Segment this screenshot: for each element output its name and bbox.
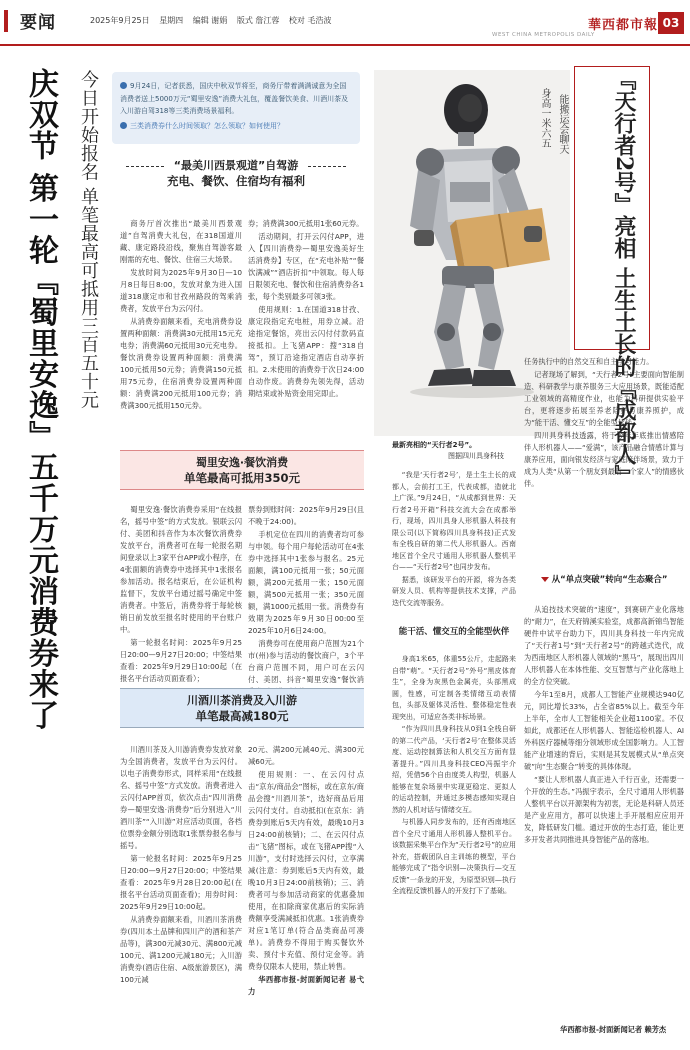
section-marker	[4, 10, 8, 32]
page-number: 03	[658, 12, 684, 34]
deck-abilities: 能搬运会聊天	[557, 94, 568, 154]
article-column: 20元、满200元减40元、满300元减60元。 使用规则：一、在云闪付点击“京东/商品会”图标，或在京东/商品会搜“川酒川茶”，选好商品后用云闪付支付。自动抵扣(在京东：消费券到账后5天内有效，最晚10月3日24:00前核销)；二、在云闪付点击“飞猪”图标，或在飞猪APP搜“入川游”，支付时选择云闪付，立享满减(注意：券到账后5天内有效，最晚10月3日24:00前核销)；三、消费者可与参加活动商家的优惠叠加使用，在扣除商家优惠后的实际消费额享受满减抵扣优惠。1张消费券对应1笔订单(符合品类商品可凑单)。消费券不得用于购买餐饮外卖、预付卡充值、预付定金等。消费券仅限本人使用，禁止转售。 华西都市报-封面新闻记者 易弋力	[248, 745, 364, 996]
caption-title: 最新亮相的“天行者2号”。	[392, 441, 477, 449]
divider	[308, 166, 346, 167]
issue-meta	[90, 15, 338, 26]
article-column: 任务执行中的自然交互和自主学习能力。 记者现场了解到，“天行者2号”主要面向智能制造、科研教学与康养服务三大应用场景，既能适配工业领域的高精度作业，也能为科研提供实验平台，更将逐步拓展至养老陪护与康养照护，成为“能干活、懂交互”的全能型伙伴。 四川具身科技透露，将于今年年底推出情感陪伴人形机器人——“爱满”，该产品融合情感计算与康养应用，面向银发经济与家庭陪伴场景，致力于成为人类“从第一个朋友到最后一个家人”的情感伙伴。	[524, 357, 684, 488]
bullet-icon	[120, 122, 127, 129]
bullet-icon	[120, 82, 127, 89]
editor-credit: 编辑 谢娟	[192, 16, 228, 25]
section-head-line2: 单笔最高减180元	[195, 709, 289, 723]
robot-headline: 『天行者2号』亮相 土生土长的『成都人』	[611, 68, 637, 487]
section-head-liquor-tea	[120, 688, 364, 728]
main-subheadline: 今日开始报名 单笔最高可抵用三百五十元	[78, 70, 99, 410]
section-head-dining	[120, 450, 364, 490]
deck-height: 身高一米六五	[539, 88, 550, 148]
divider	[126, 166, 164, 167]
byline: 华西都市报-封面新闻记者 赖芳杰	[560, 1025, 667, 1034]
byline: 华西都市报-封面新闻记者 易弋力	[248, 975, 364, 996]
section-label: 要闻	[20, 13, 56, 33]
section-head-roadtrip	[126, 158, 346, 190]
intro-box	[112, 72, 360, 144]
intro-question: 三类消费券什么时间领取？怎么领取？如何使用？	[120, 120, 352, 133]
section-head-line2: 充电、餐饮、住宿均有福利	[167, 174, 305, 188]
article-column: 票券到账时间：2025年9月29日(且不晚于24:00)。 手机定位在四川的消费者均可参与申领。每个用户每轮活动可在4张券中选择其中1张参与报名。25元面额，满100元抵用一张；50元面额，满200元抵用一张；150元面额，满500元抵用一张；350元面额，满1000元抵用一张。消费券有效期为2025年9月30日00:00至2025年10月6日24:00。 消费券可在使用商户范围为21个市(州)参与活动的餐饮商户，3个平台商户范围不同，用户可在云闪付、美团、抖音“蜀里安逸”餐饮消	[248, 505, 364, 684]
intro-paragraph: 9月24日，记者获悉，国庆中秋双节将至，商务厅带着满满诚意为全国消费者送上5000万元“蜀里安逸”消费大礼包，覆盖餐饮美食、川酒川茶及入川游自驾318等三类消费场景福利。	[120, 82, 349, 115]
page-header	[0, 0, 690, 46]
section-head-line1: 川酒川茶消费及入川游	[187, 694, 297, 707]
marker-icon	[541, 577, 549, 582]
paper-english-name: WEST CHINA METROPOLIS DAILY	[492, 32, 595, 38]
subhead-ecosystem: 从“单点突破”转向“生态聚合”	[524, 574, 684, 586]
section-head-line1: 蜀里安逸·餐饮消费	[195, 456, 289, 469]
caption-credit: 图据四川具身科技	[448, 452, 504, 460]
paper-logo: 華西都市報	[588, 18, 659, 33]
proof-credit: 校对 毛浩波	[288, 16, 332, 25]
article-column: 商务厅首次推出“最美川西景观道”自驾消费大礼包，在318国道川藏、康定路段沿线，聚焦自驾游客最刚需的充电、餐饮、住宿三大场景。 发放时间为2025年9月30日—10月8日每日8:00，发放对象为进入国道318康定市和甘孜州路段的驾乘消费者，发放平台为云闪付。 从消费券面额来看，充电消费券设置两种面额：消费满30元抵用15元充电券；消费满60元抵用30元充电券。餐饮消费券设置两种面额：消费满100元抵用50元券；消费满150元抵用75元券，住宿消费券设置两种面额：消费满200元抵用100元券；消费满300元抵用150元券。	[120, 219, 242, 410]
main-headline: 庆双节 第一轮『蜀里安逸』五千万元消费券来了	[23, 68, 58, 731]
section-head-line2: 单笔最高可抵用350元	[183, 471, 300, 485]
section-head-line1: “最美川西景观道”自驾游	[173, 159, 299, 172]
issue-date: 2025年9月25日	[90, 16, 150, 25]
article-column: 从追技技术突破的“速度”，到赛研产业化落地的“耐力”，在天府锦溪实验室，成都高新锦鸟智能硬件中试平台助力下，四川具身科技一年内完成了“天行者1号”到“天行者2号”的跨越式迭代，成为西南地区人形机器人领域的“黑马”，展现出四川人形机器人在本体性能、交互智慧与产业化落地上的全方位突破。 今年1至8月，成都人工智能产业规模达940亿元，同比增长33%，占全省85%以上。截至今年上半年，全市人工智能相关企业超1100家。不仅如此，成都还在人形机器人、智能巡检机器人、AI外科医疗器械等细分领域形成全国影响力。人工智能产业增速的背后，实则是其发展模式从“单点突破”向“生态聚合”转变的具体体现。 “要让人形机器人真正进入千行百业，还需要一个开放的生态。”冯振宇表示，全尺寸通用人形机器人整机平台以开源架构为初衷，无论是科研人员还是产业应用方，都可以快速上手开展相应应用开发，降低研发门槛。通过开放的生态打造，能让更多开发者共同推进具身智能产品的落地。	[524, 605, 684, 844]
article-column: 蜀里安逸·餐饮消费券采用“在线报名，摇号中签”的方式发放。银联云闪付、美团和抖音作为本次餐饮消费券发放平台，消费者可在每一轮报名期间登录以上3家平台APP或小程序，在4张面额的消费券中选择其中1张报名参加活动。报名结束后，在公证机构监督下，发放平台通过摇号确定中签消费者。中签后，消费券将于每轮核销日前发放至报名时使用的平台账户中。 第一轮报名时间：2025年9月25日20:00—9月27日20:00；中签结果查看：2025年9月29日10:00起（在报名平台活动页面查看）；	[120, 505, 242, 683]
article-column: 券；消费满300元抵用1张60元券。 活动期间，打开云闪付APP，进入【四川消费券—蜀里安逸美好生活消费券】专区，在“充电补贴”“餐饮满减”“酒店折扣”中领取。每人每日限领充电、餐饮和住宿消费券各1张，每个类别最多可领3张。 使用规则：1.在国道318甘孜、康定段指定充电桩，用券立减。沿途指定餐馆，亮出云闪付付款码直接抵扣。上飞猪APP：搜“318自驾”，预订沿途指定酒店自动享折扣。2.未使用的消费券于次日24:00自动作废。消费券先领先得，活动期结束或补贴资金用完即止。	[248, 219, 364, 398]
photo-caption	[392, 440, 504, 462]
layout-credit: 版式 詹江蓉	[236, 16, 280, 25]
article-column: 川酒川茶及入川游消费券发放对象为全国消费者，发放平台为云闪付。以电子消费券形式，同样采用“在线报名、摇号中签”方式发放。消费者进入云闪付APP首页，依次点击“四川消费券—蜀里安逸·消费券”后分别进入“川酒川茶”“入川游”对应活动页面，各档位票券金额分别选取1张票券报名参与摇号。 第一轮报名时间：2025年9月25日20:00—9月27日20:00；中签结果查看：2025年9月28日20:00起(在报名平台活动页面查看)；用券时间：2025年9月29日10:00起。 从消费券面额来看，川酒川茶消费券(四川本土品牌和四川产的酒和茶产品等)，满300元减30元、满800元减100元、满1200元减180元；入川游消费券(酒店住宿、A级旅游景区)，满100元减	[120, 745, 242, 984]
article-column: “我是‘天行者2号’，是土生土长的成都人，会前打工王，代表成都，造就北上广深。”9月24日，“从成都到世界：天行者2号开箱”科技交流大会在成都举行，现场，四川具身人形机器人科技有限公司(以下简称四川具身科技)正式发布全栈自研的第二代人形机器人。西南地区首个全尺寸通用人形机器人整机平台——“天行者2号”也同步发布。 据悉，该研发平台的开源，将为各类研发人员、机构等提供技术支撑，产品迭代交流等服务。	[392, 471, 516, 607]
subhead-ability: 能干活、懂交互的全能型伙伴	[398, 627, 510, 637]
article-column: 身高1米65，体重55公斤，走起路来自带“萌”。“天行者2号”外号“黑皮体育生”，全身为灰黑色金属壳，头部黑成圆，性感，可定制各类情绪互动表情包，头部及躯体灵活性、整体稳定性表现突出，可适应各类非标场景。 “作为四川具身科技从0到1全栈自研的第二代产品，‘天行者2号’在整体灵活度、运动控制算法和人机交互方面有显著提升。”四川具身科技CEO冯振宇介绍，凭借56个自由度类人构型，机器人能够在复杂场景中实现更稳定、更拟人的运动控制，并通过多模态感知实现自然的人机对话与情绪交互。 与机器人同步发布的，还有西南地区首个全尺寸通用人形机器人整机平台。该数据采集平台作为“天行者2号”的应用补充，搭载团队自主训练的模型，平台能够完成了“指令识别—决策执行—交互反馈”一条龙的开发，为原型识别—执行全流程反馈机器人的开发打下了基础。	[392, 655, 516, 895]
issue-weekday: 星期四	[159, 16, 184, 25]
